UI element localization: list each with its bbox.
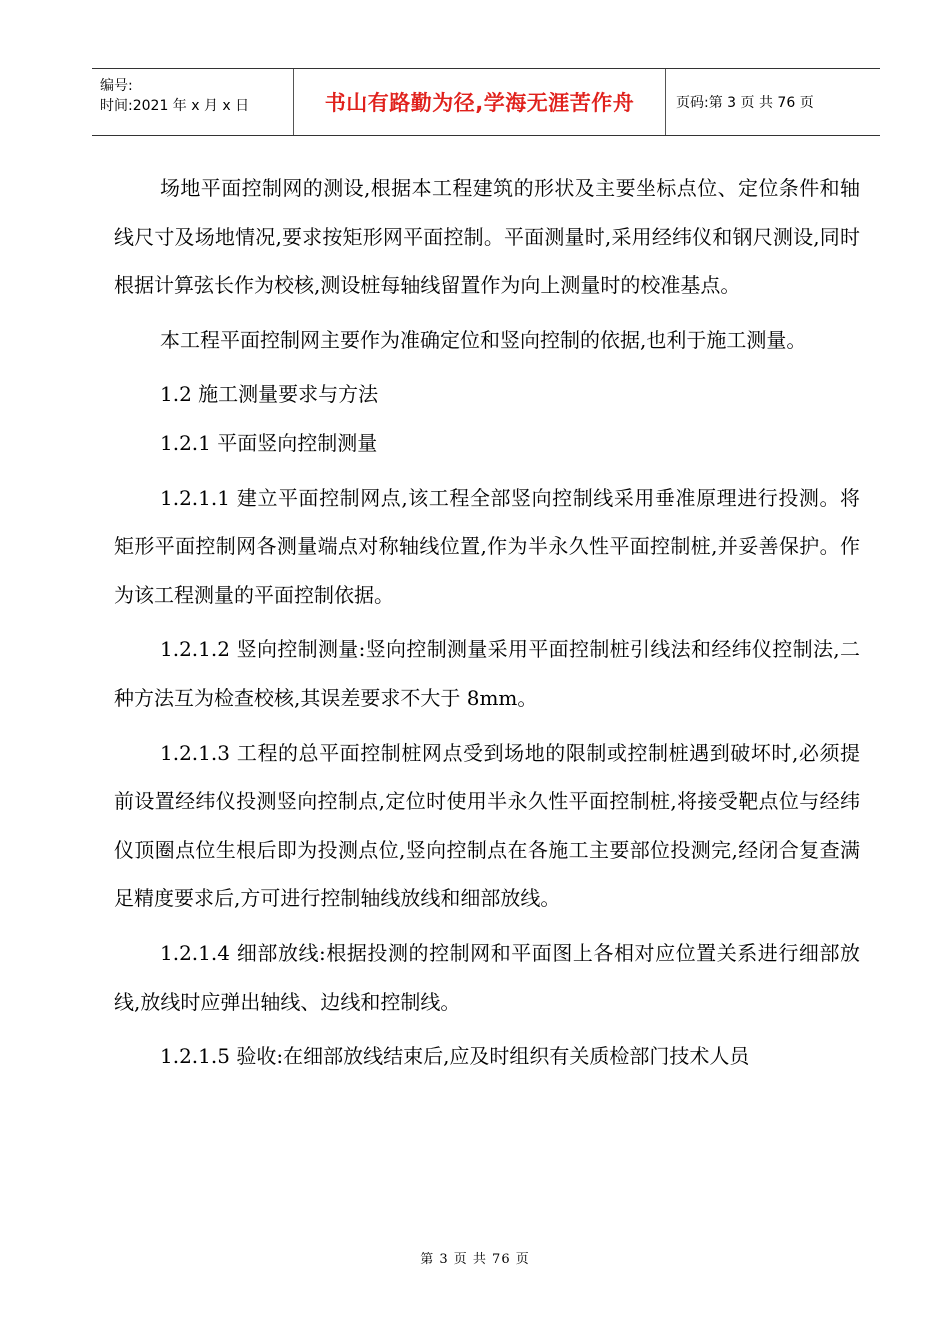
- document-number-label: 编号:: [100, 78, 133, 94]
- paragraph: 1.2.1.5 验收:在细部放线结束后,应及时组织有关质检部门技术人员: [160, 1044, 750, 1069]
- header-motto-cell: [294, 69, 666, 135]
- paragraph: 1.2.1.1 建立平面控制网点,该工程全部竖向控制线采用垂准原理进行投测。将矩形平面控制网各测量端点对称轴线位置,作为半永久性平面控制桩,并妥善保护。作为该工程测量的平面控制依据。: [114, 485, 860, 607]
- header-page-number: 页码:第 3 页 共 76 页: [676, 95, 814, 111]
- paragraph: 本工程平面控制网主要作为准确定位和竖向控制的依据,也利于施工测量。: [160, 327, 807, 352]
- document-body: [114, 164, 860, 1081]
- page-footer: 第 3 页 共 76 页: [420, 1252, 530, 1267]
- section-heading: 1.2 施工测量要求与方法: [160, 382, 379, 407]
- page-header: [92, 68, 880, 136]
- document-time-label: 时间:2021 年 x 月 x 日: [100, 98, 250, 114]
- paragraph: 场地平面控制网的测设,根据本工程建筑的形状及主要坐标点位、定位条件和轴线尺寸及场地情况,要求按矩形网平面控制。平面测量时,采用经纬仪和钢尺测设,同时根据计算弦长作为校核,测设桩每轴线留置作为向上测量时的校准基点。: [114, 176, 860, 298]
- paragraph: 1.2.1.3 工程的总平面控制桩网点受到场地的限制或控制桩遇到破坏时,必须提前设置经纬仪投测竖向控制点,定位时使用半永久性平面控制桩,将接受靶点位与经纬仪顶圈点位生根后即为投测点位,竖向控制点在各施工主要部位投测完,经闭合复查满足精度要求后,方可进行控制轴线放线和细部放线。: [114, 740, 860, 911]
- header-page-cell: [666, 69, 880, 135]
- header-motto: 书山有路勤为径,学海无涯苦作舟: [324, 91, 635, 115]
- subsection-heading: 1.2.1 平面竖向控制测量: [160, 430, 378, 455]
- header-meta: [92, 69, 294, 135]
- paragraph: 1.2.1.2 竖向控制测量:竖向控制测量采用平面控制桩引线法和经纬仪控制法,二种方法互为检查校核,其误差要求不大于 8mm。: [114, 637, 860, 710]
- paragraph: 1.2.1.4 细部放线:根据投测的控制网和平面图上各相对应位置关系进行细部放线,放线时应弹出轴线、边线和控制线。: [114, 940, 860, 1014]
